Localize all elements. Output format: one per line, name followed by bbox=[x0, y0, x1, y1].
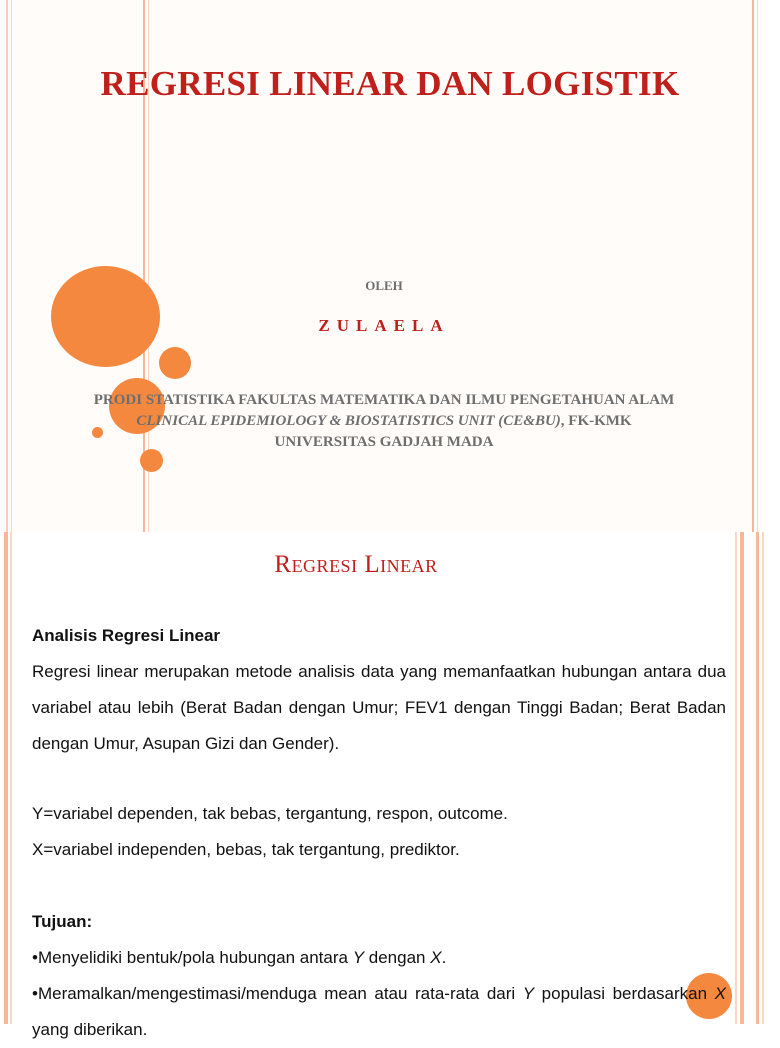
bullet-text: . bbox=[441, 948, 447, 967]
decorative-line bbox=[762, 532, 764, 1024]
decorative-line bbox=[740, 532, 744, 1024]
y-definition: Y=variabel dependen, tak bebas, tergantung, respon, outcome. bbox=[32, 804, 508, 823]
institution-line: PRODI STATISTIKA FAKULTAS MATEMATIKA DAN ILMU PENGETAHUAN ALAM bbox=[93, 392, 675, 408]
decorative-line bbox=[4, 532, 8, 1024]
institution-line: UNIVERSITAS GADJAH MADA bbox=[274, 434, 494, 450]
bullet-text: •Menyelidiki bentuk/pola hubungan antara bbox=[32, 948, 353, 967]
tujuan-heading: Tujuan: bbox=[32, 912, 93, 931]
slide-body bbox=[32, 618, 726, 1048]
faculty-name: , FK-KMK bbox=[560, 413, 632, 429]
bullet-text: •Meramalkan/mengestimasi/menduga mean atau rata-rata dari bbox=[32, 984, 523, 1003]
decorative-line bbox=[756, 532, 759, 1024]
presentation-title: REGRESI LINEAR DAN LOGISTIK bbox=[100, 64, 680, 103]
variable: X bbox=[430, 948, 442, 967]
decorative-line bbox=[735, 532, 737, 1024]
decorative-line bbox=[10, 532, 12, 1024]
variable: Y bbox=[522, 984, 535, 1003]
bullet-item bbox=[32, 976, 726, 1048]
definition-paragraph: Regresi linear merupakan metode analisis data yang memanfaatkan hubungan antara dua variabel atau lebih (Berat Badan dengan Umur; FEV1 dengan Tinggi Badan; Berat Badan dengan Umur, Asupan Gizi dan Gender). bbox=[32, 662, 726, 753]
variable: X bbox=[714, 984, 726, 1003]
bullet-item bbox=[32, 940, 726, 976]
bullet-text: dengan bbox=[364, 948, 431, 967]
author-name: ZULAELA bbox=[318, 316, 450, 335]
bullet-text: populasi berdasarkan bbox=[534, 984, 715, 1003]
spacer bbox=[32, 762, 726, 796]
bullet-text: yang diberikan. bbox=[32, 1020, 148, 1039]
by-label: OLEH bbox=[365, 278, 403, 293]
title-slide bbox=[0, 0, 768, 532]
content-slide bbox=[0, 532, 768, 1039]
unit-name: CLINICAL EPIDEMIOLOGY & BIOSTATISTICS UNIT (CE&BU) bbox=[136, 413, 561, 429]
spacer bbox=[32, 868, 726, 904]
variable: Y bbox=[352, 948, 365, 967]
x-definition: X=variabel independen, bebas, tak tergantung, prediktor. bbox=[32, 840, 460, 859]
institution-block bbox=[0, 390, 768, 453]
section-heading: Analisis Regresi Linear bbox=[32, 626, 221, 645]
slide-title: Regresi Linear bbox=[274, 551, 438, 578]
decorative-circle bbox=[159, 347, 191, 379]
institution-line bbox=[0, 411, 768, 432]
